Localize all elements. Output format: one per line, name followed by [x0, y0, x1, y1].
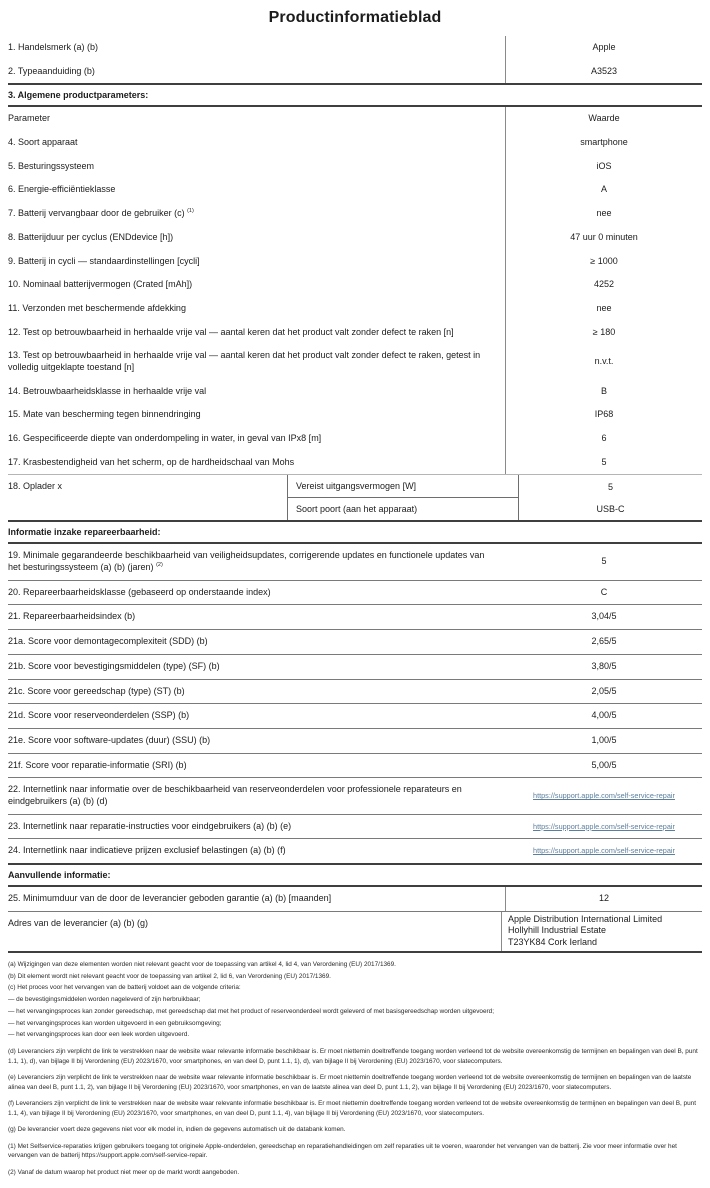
sub-row-label: Soort poort (aan het apparaat)	[287, 498, 518, 520]
row-value	[501, 912, 702, 951]
row-label	[8, 605, 506, 629]
row-label	[8, 155, 505, 179]
row-value-text: Waarde	[588, 113, 620, 124]
row-label-text: 15. Mate van bescherming tegen binnendringing	[8, 409, 201, 420]
table-row	[8, 911, 702, 953]
row-label-text: 21d. Score voor reserveonderdelen (SSP) (b)	[8, 710, 190, 721]
row-value	[505, 155, 702, 179]
table-row	[8, 131, 702, 155]
row-label-text: 21b. Score voor bevestigingsmiddelen (type) (SF) (b)	[8, 660, 220, 671]
row-label	[8, 778, 506, 813]
row-label	[8, 581, 506, 605]
footnote: (d) Leveranciers zijn verplicht de link te verstrekken naar de website waar relevante informatie beschikbaar is. Er moet niettemin doeltreffende toegang worden verleend tot de website overeenkomstig de termijnen en bepalingen van deel B, punt 1.1, 1), d), van bijlage II bij Verordening (EU) 2023/1670, voor smartphones, en van deel D, punt 1.1, 1), d), van bijlage II bij Verordening (EU) 2023/1670, voor slatecomputers.	[8, 1048, 698, 1065]
self-service-repair-link[interactable]: https://support.apple.com/self-service-repair	[533, 791, 675, 801]
row-label-text: 1. Handelsmerk (a) (b)	[8, 42, 99, 52]
row-label-text: 24. Internetlink naar indicatieve prijzen exclusief belastingen (a) (b) (f)	[8, 845, 286, 856]
row-value-text: 2,65/5	[591, 636, 617, 647]
row-label	[8, 226, 505, 250]
row-value	[505, 344, 702, 379]
row-value	[505, 202, 702, 226]
row-value-text: smartphone	[580, 137, 628, 148]
row-label	[8, 344, 505, 379]
footnote: (a) Wijzigingen van deze elementen worden niet relevant geacht voor de toepassing van artikel 4, lid 4, van Verordening (EU) 2017/1369.	[8, 960, 396, 968]
row-label-text: 20. Repareerbaarheidsklasse (gebaseerd op onderstaande index)	[8, 586, 271, 597]
footnote: — het vervangingsproces kan worden uitgevoerd in een gebruiksomgeving;	[8, 1019, 222, 1027]
row-value-text: A3523	[590, 65, 618, 76]
row-label	[8, 815, 506, 839]
row-value	[505, 403, 702, 427]
row-value-text: 12	[598, 893, 609, 903]
row-value	[506, 815, 702, 839]
row-value	[505, 380, 702, 404]
row-label	[8, 273, 505, 297]
row-label-text: 6. Energie-efficiëntieklasse	[8, 184, 116, 195]
table-row	[8, 451, 702, 475]
footnote: (2) Vanaf de datum waarop het product niet meer op de markt wordt aangeboden.	[8, 1169, 240, 1177]
row-label-text: 18. Oplader x	[8, 481, 63, 492]
table-row	[8, 654, 702, 679]
row-label	[8, 451, 505, 475]
row-value-text: ≥ 1000	[590, 255, 618, 266]
row-value-text: nee	[596, 208, 612, 219]
row-label	[8, 839, 506, 863]
charger-row	[8, 474, 702, 520]
table-row	[8, 887, 702, 911]
row-label-text: 19. Minimale gegarandeerde beschikbaarheid van veiligheidsupdates, corrigerende updates en functionele updates van het besturingssysteem (a) (b) (jaren)	[8, 550, 485, 573]
row-value-text: 3,80/5	[591, 660, 617, 671]
row-value	[506, 630, 702, 654]
table-row	[8, 427, 702, 451]
row-value-text: A	[600, 184, 607, 195]
table-row	[8, 629, 702, 654]
row-value	[506, 605, 702, 629]
row-value	[506, 839, 702, 863]
table-row	[8, 250, 702, 274]
row-value	[506, 544, 702, 579]
row-value-text: B	[600, 385, 607, 396]
row-value-text: 4252	[593, 279, 615, 290]
charger-sub-row	[287, 475, 702, 498]
row-label	[8, 630, 506, 654]
address-line: T23YK84 Cork Ierland	[508, 937, 598, 948]
row-label-text: 17. Krasbestendigheid van het scherm, op de hardheidschaal van Mohs	[8, 456, 295, 467]
row-value	[506, 704, 702, 728]
table-row	[8, 604, 702, 629]
row-label-text: Adres van de leverancier (a) (b) (g)	[8, 917, 149, 928]
charger-sub-row	[287, 498, 702, 520]
row-label-text: 13. Test op betrouwbaarheid in herhaalde vrije val — aantal keren dat het product valt zonder defect te raken, getest in volledig uitgeklapte toestand [n]	[8, 350, 481, 372]
table-row	[8, 321, 702, 345]
table-row	[8, 60, 702, 84]
row-label	[8, 202, 505, 226]
self-service-repair-link[interactable]: https://support.apple.com/self-service-repair	[533, 846, 675, 856]
row-value-text: n.v.t.	[594, 356, 614, 367]
footnote: (b) Dit element wordt niet relevant geacht voor de toepassing van artikel 2, lid 6, van Verordening (EU) 2017/1369.	[8, 972, 331, 980]
row-label-text: 16. Gespecificeerde diepte van onderdompeling in water, in geval van IPx8 [m]	[8, 433, 322, 443]
row-label-text: 7. Batterij vervangbaar door de gebruiker (c)	[8, 208, 188, 219]
row-label-text: 10. Nominaal batterijvermogen (Crated [mAh])	[8, 279, 193, 290]
row-value	[505, 131, 702, 155]
sub-row-value: 5	[518, 475, 702, 498]
table-row	[8, 814, 702, 839]
section-title: Aanvullende informatie:	[8, 870, 111, 880]
row-label	[8, 60, 505, 84]
table-row	[8, 202, 702, 226]
address-line: Apple Distribution International Limited	[508, 913, 663, 924]
row-value	[506, 754, 702, 778]
row-value	[505, 273, 702, 297]
charger-sub-table	[287, 475, 702, 520]
row-value	[505, 427, 702, 451]
table-row	[8, 544, 702, 579]
row-value-text: 1,00/5	[591, 734, 617, 745]
self-service-repair-link[interactable]: https://support.apple.com/self-service-repair	[533, 821, 675, 831]
row-label-text: 25. Minimumduur van de door de leverancier geboden garantie (a) (b) [maanden]	[8, 893, 332, 903]
row-label-text: 22. Internetlink naar informatie over de beschikbaarheid van reserveonderdelen voor professionele reparateurs en eindgebruikers (a) (b) (d)	[8, 784, 462, 806]
row-label-text: Parameter	[8, 113, 51, 124]
row-value	[506, 680, 702, 704]
table-row	[8, 580, 702, 605]
footnote: — de bevestigingsmiddelen worden nageleverd of zijn herbruikbaar;	[8, 996, 201, 1004]
row-value-text: C	[600, 586, 608, 597]
row-value	[506, 655, 702, 679]
row-label	[8, 107, 505, 131]
row-label-text: 21. Repareerbaarheidsindex (b)	[8, 611, 136, 622]
table-row	[8, 703, 702, 728]
row-value-text: 4,00/5	[591, 710, 617, 721]
row-label	[8, 427, 505, 451]
row-value	[505, 887, 702, 911]
row-value	[505, 321, 702, 345]
table-row	[8, 344, 702, 379]
table-row	[8, 226, 702, 250]
section-header	[8, 83, 702, 107]
row-value	[505, 178, 702, 202]
table-row	[8, 380, 702, 404]
footnote: (g) De leverancier voert deze gegevens niet voor elk model in, indien de gegevens automatisch uit de databank komen.	[8, 1126, 346, 1134]
footnote: (e) Leveranciers zijn verplicht de link te verstrekken naar de website waar relevante informatie beschikbaar is. Er moet niettemin doeltreffende toegang worden verleend tot de website overeenkomstig de termijnen en bepalingen van de laatste alinea van deel B, punt 1.1, 2), van bijlage II bij Verordening (EU) 2023/1670, voor smartphones, en van de laatste alinea van deel D, punt 1.1, 2), van bijlage II bij Verordening (EU) 2023/1670, voor slatecomputers.	[8, 1074, 692, 1091]
row-label	[8, 380, 505, 404]
row-value	[506, 778, 702, 813]
row-label-text: 9. Batterij in cycli — standaardinstellingen [cycli]	[8, 255, 200, 266]
row-value-text: 6	[601, 433, 607, 443]
table-row	[8, 679, 702, 704]
row-label-text: 21e. Score voor software-updates (duur) (SSU) (b)	[8, 734, 211, 745]
row-label	[8, 178, 505, 202]
row-label	[8, 680, 506, 704]
row-label	[8, 321, 505, 345]
row-label	[8, 475, 287, 520]
section-title: 3. Algemene productparameters:	[8, 90, 149, 101]
table-row	[8, 297, 702, 321]
row-value-text: 5,00/5	[591, 759, 617, 770]
row-value-text: nee	[596, 302, 612, 313]
row-value	[506, 729, 702, 753]
table-row	[8, 178, 702, 202]
row-value-text: 2,05/5	[591, 685, 617, 696]
row-label	[8, 403, 505, 427]
row-label	[8, 912, 501, 951]
row-value	[505, 107, 702, 131]
row-label-text: 14. Betrouwbaarheidsklasse in herhaalde vrije val	[8, 385, 207, 396]
row-label	[8, 36, 505, 60]
table-row	[8, 777, 702, 813]
row-label-text: 21a. Score voor demontagecomplexiteit (SDD) (b)	[8, 636, 208, 647]
footnote-reference: (1)	[187, 208, 194, 215]
row-value-text: 5	[601, 556, 607, 567]
row-label	[8, 754, 506, 778]
row-label-text: 23. Internetlink naar reparatie-instructies voor eindgebruikers (a) (b) (e)	[8, 820, 292, 831]
table-row	[8, 838, 702, 863]
row-label	[8, 655, 506, 679]
row-label	[8, 729, 506, 753]
row-value-text: 3,04/5	[591, 611, 617, 622]
sub-row-value: USB-C	[518, 498, 702, 520]
footnote: — het vervangingsproces kan door een leek worden uitgevoerd.	[8, 1031, 190, 1039]
row-value	[505, 226, 702, 250]
table-row	[8, 107, 702, 131]
row-label-text: 4. Soort apparaat	[8, 137, 78, 148]
row-value	[505, 451, 702, 475]
footnotes	[8, 960, 702, 1178]
row-value	[505, 250, 702, 274]
row-label	[8, 297, 505, 321]
address-line: Hollyhill Industrial Estate	[508, 925, 607, 936]
table-row	[8, 36, 702, 60]
row-value-text: 47 uur 0 minuten	[570, 231, 638, 242]
row-label-text: 8. Batterijduur per cyclus (ENDdevice [h])	[8, 231, 174, 242]
row-label	[8, 544, 506, 579]
row-value-text: ≥ 180	[592, 326, 616, 337]
row-label-text: 21c. Score voor gereedschap (type) (ST) (b)	[8, 685, 185, 696]
row-value	[506, 581, 702, 605]
row-label-text: 2. Typeaanduiding (b)	[8, 65, 95, 76]
row-label-text: 21f. Score voor reparatie-informatie (SRI) (b)	[8, 759, 187, 770]
footnote: (f) Leveranciers zijn verplicht de link te verstrekken naar de website waar relevante informatie beschikbaar is. Er moet niettemin doeltreffende toegang worden verleend tot de website overeenkomstig de termijnen en bepalingen van deel B, punt 1.1, 4), van bijlage II bij Verordening (EU) 2023/1670, voor smartphones, en van deel D, punt 1.1, 4), van bijlage II bij Verordening (EU) 2023/1670, voor slatecomputers.	[8, 1100, 696, 1117]
row-value-text: 5	[601, 456, 607, 467]
footnote: (1) Met Selfservice-reparaties krijgen gebruikers toegang tot originele Apple-onderdelen, gereedschap en reparatiehandleidingen om zelf reparaties uit te voeren, waaronder het vervangen van de batterij. Zie voor meer informatie over het vervangen van de batterij https://support.apple.com/self-service-repair.	[8, 1143, 677, 1160]
row-label	[8, 704, 506, 728]
page-title: Productinformatieblad	[268, 9, 442, 26]
row-value	[505, 36, 702, 60]
section-header	[8, 863, 702, 887]
row-label-text: 5. Besturingssysteem	[8, 160, 95, 171]
product-table	[8, 36, 702, 953]
section-header	[8, 520, 702, 544]
footnote-reference: (2)	[156, 562, 163, 569]
table-row	[8, 273, 702, 297]
table-row	[8, 728, 702, 753]
row-label	[8, 131, 505, 155]
row-value	[505, 60, 702, 84]
table-row	[8, 155, 702, 179]
row-value	[505, 297, 702, 321]
footnote: (c) Het proces voor het vervangen van de batterij voldoet aan de volgende criteria:	[8, 984, 241, 992]
row-value-text: IP68	[594, 409, 614, 420]
table-row	[8, 753, 702, 778]
row-label-text: 11. Verzonden met beschermende afdekking	[8, 302, 186, 313]
row-value-text: iOS	[596, 160, 612, 171]
sub-row-label: Vereist uitgangsvermogen [W]	[287, 475, 518, 498]
row-label	[8, 250, 505, 274]
row-label-text: 12. Test op betrouwbaarheid in herhaalde vrije val — aantal keren dat het product valt zonder defect te raken [n]	[8, 326, 454, 337]
row-label	[8, 887, 505, 911]
section-title: Informatie inzake repareerbaarheid:	[8, 527, 161, 538]
table-row	[8, 403, 702, 427]
row-value-text: Apple	[592, 42, 616, 52]
footnote: — het vervangingsproces kan zonder gereedschap, met gereedschap dat met het product of reserveonderdeel wordt geleverd of met basisgereedschap worden uitgevoerd;	[8, 1007, 494, 1015]
